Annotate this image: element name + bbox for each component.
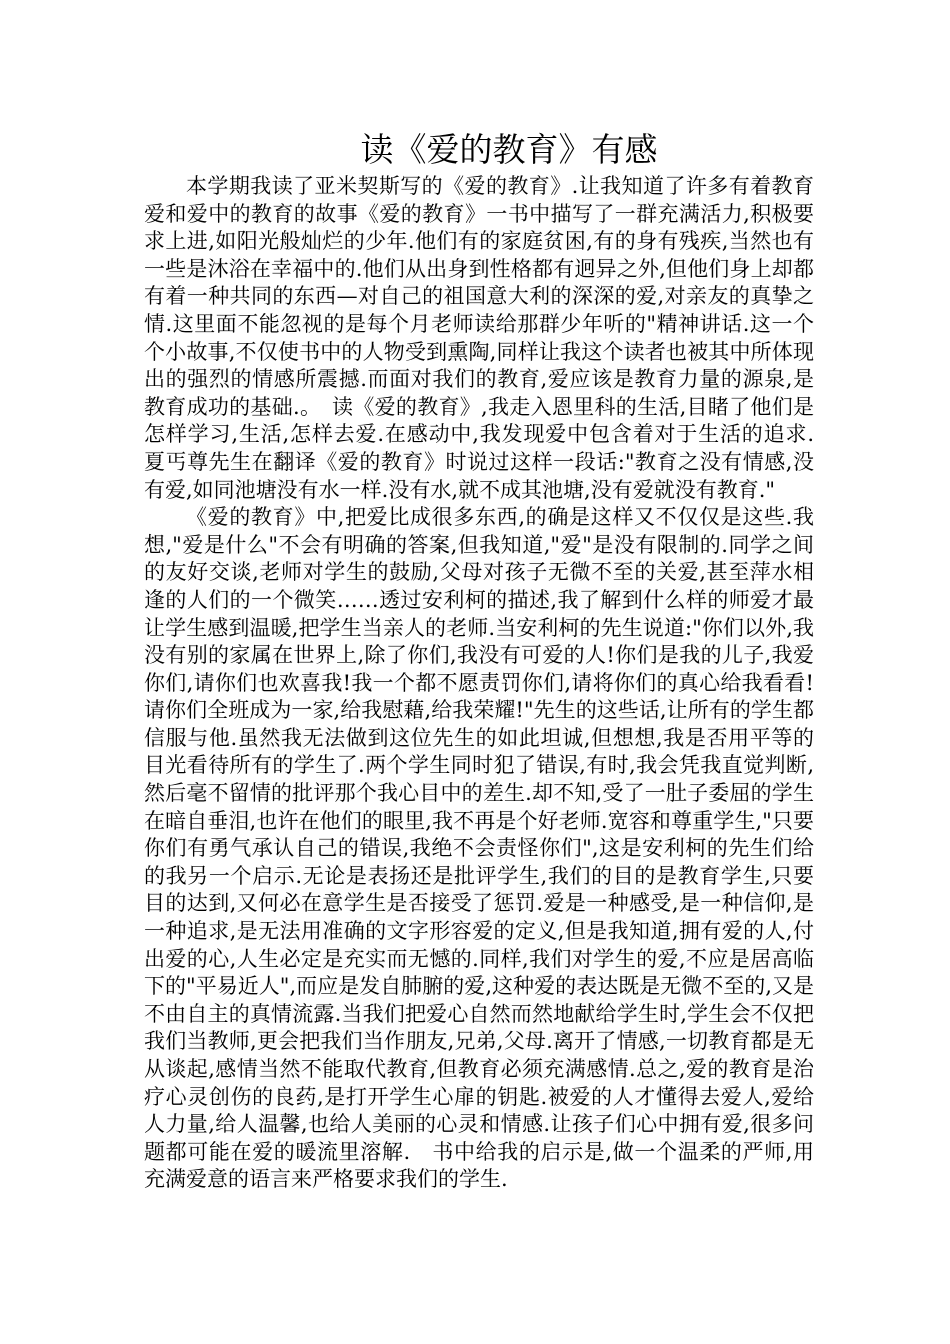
document-title: 读《爱的教育》有感 xyxy=(360,130,658,169)
paragraph-1: 本学期我读了亚米契斯写的《爱的教育》.让我知道了许多有着教育爱和爱中的教育的故事《爱的教育》一书中描写了一群充满活力,积极要求上进,如阳光般灿烂的少年.他们有的家庭贫困,有的身有残疾,当然也有一些是沐浴在幸福中的.他们从出身到性格都有迥异之外,但他们身上却都有着一种共同的东西—对自己的祖国意大利的深深的爱,对亲友的真挚之情.这里面不能忽视的是每个月老师读给那群少年听的"精神讲话.这一个个小故事,不仅使书中的人物受到熏陶,同样让我这个读者也被其中所体现出的强烈的情感所震撼.而面对我们的教育,爱应该是教育力量的源泉,是教育成功的基础.。 读《爱的教育》,我走入恩里科的生活,目睹了他们是怎样学习,生活,怎样去爱.在感动中,我发现爱中包含着对于生活的追求. 夏丐尊先生在翻译《爱的教育》时说过这样一段话:"教育之没有情感,没有爱,如同池塘没有水一样.没有水,就不成其池塘,没有爱就没有教育." xyxy=(144,174,835,502)
document-body xyxy=(144,173,835,1194)
paragraph-2: 《爱的教育》中,把爱比成很多东西,的确是这样又不仅仅是这些.我想,"爱是什么"不会有明确的答案,但我知道,"爱"是没有限制的.同学之间的友好交谈,老师对学生的鼓励,父母对孩子无微不至的关爱,甚至萍水相逢的人们的一个微笑……透过安利柯的描述,我了解到什么样的师爱才最让学生感到温暖,把学生当亲人的老师.当安利柯的先生说道:"你们以外,我没有别的家属在世界上,除了你们,我没有可爱的人!你们是我的儿子,我爱你们,请你们也欢喜我!我一个都不愿责罚你们,请将你们的真心给我看看!请你们全班成为一家,给我慰藉,给我荣耀!"先生的这些话,让所有的学生都信服与他.虽然我无法做到这位先生的如此坦诚,但想想,我是否用平等的目光看待所有的学生了.两个学生同时犯了错误,有时,我会凭我直觉判断,然后毫不留情的批评那个我心目中的差生.却不知,受了一肚子委屈的学生在暗自垂泪,也许在他们的眼里,我不再是个好老师.宽容和尊重学生,"只要你们有勇气承认自己的错误,我绝不会责怪你们",这是安利柯的先生们给的我另一个启示.无论是表扬还是批评学生,我们的目的是教育学生,只要目的达到,又何必在意学生是否接受了惩罚.爱是一种感受,是一种信仰,是一种追求,是无法用准确的文字形容爱的定义,但是我知道,拥有爱的人,付出爱的心,人生必定是充实而无憾的.同样,我们对学生的爱,不应是居高临下的"平易近人",而应是发自肺腑的爱,这种爱的表达既是无微不至的,又是不由自主的真情流露.当我们把爱心自然而然地献给学生时,学生会不仅把我们当教师,更会把我们当作朋友,兄弟,父母.离开了情感,一切教育都是无从谈起,感情当然不能取代教育,但教育必须充满感情.总之,爱的教育是治疗心灵创伤的良药,是打开学生心扉的钥匙.被爱的人才懂得去爱人,爱给人力量,给人温馨,也给人美丽的心灵和情感.让孩子们心中拥有爱,很多问题都可能在爱的暖流里溶解. 书中给我的启示是,做一个温柔的严师,用充满爱意的语言来严格要求我们的学生. xyxy=(144,505,814,1192)
